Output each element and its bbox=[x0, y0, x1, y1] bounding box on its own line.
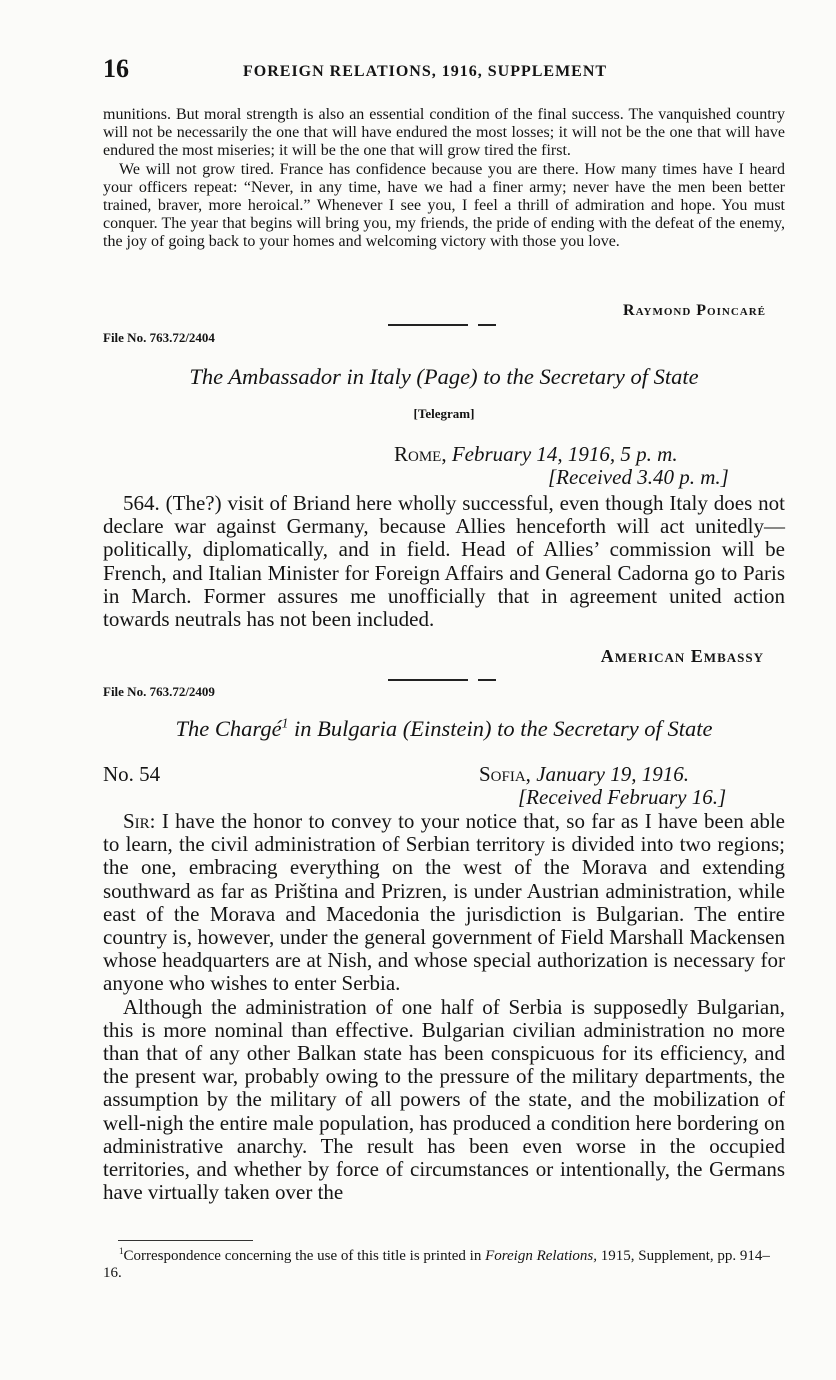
section-rule bbox=[478, 679, 496, 681]
received-note bbox=[548, 465, 729, 490]
dateline-place: Sofia, bbox=[479, 762, 531, 786]
footnote bbox=[103, 1248, 785, 1282]
signature-poincare: Raymond Poincaré bbox=[623, 302, 766, 319]
running-title: FOREIGN RELATIONS, 1916, SUPPLEMENT bbox=[243, 63, 608, 80]
paragraph bbox=[103, 810, 785, 996]
paragraph: 564. (The?) visit of Briand here wholly successful, even though Italy does not declare war against Germany, because Allies henceforth will act unitedly—politically, diplomatically, and in field. Head of Allies’ commission will be French, and Italian Minister for Foreign Affairs and General Cadorna go to Paris in March. Former assures me unofficially that in agreement united action towards neutrals has not been included. bbox=[103, 491, 785, 632]
footnote-rule bbox=[118, 1240, 253, 1241]
signature-embassy: American Embassy bbox=[600, 646, 764, 666]
page-number: 16 bbox=[103, 54, 129, 83]
section-rule bbox=[388, 679, 468, 681]
received-note bbox=[518, 785, 726, 810]
footnote-reference: 1 bbox=[281, 715, 289, 731]
document-number: No. 54 bbox=[103, 762, 161, 786]
title-end: in Bulgaria (Einstein) to the Secretary of State bbox=[293, 716, 713, 741]
telegram-body bbox=[103, 492, 785, 631]
file-number: File No. 763.72/2409 bbox=[103, 684, 215, 699]
dateline bbox=[479, 762, 689, 787]
paragraph: munitions. But moral strength is also an essential condition of the final success. The vanquished country will not be necessarily the one that will have endured the most losses; it will not be the one that will have endured the most miseries; it will be the one that will grow tired the first. bbox=[103, 106, 785, 160]
file-number: File No. 763.72/2404 bbox=[103, 330, 215, 345]
document-title bbox=[103, 716, 785, 742]
dateline-date: February 14, 1916, 5 p. m. bbox=[451, 442, 678, 466]
paragraph: Although the administration of one half of Serbia is supposedly Bulgarian, this is more nominal than effective. Bulgarian civilian administration no more than that of any other Balkan state has been conspicuous for its efficiency, and the present war, probably owing to the pressure of the military departments, the assumption by the military of all powers of the state, and the mobilization of well-nigh the entire male population, has produced a condition here bordering on administrative anarchy. The result has been even worse in the occupied territories, and whether by force of circumstances or intentionally, the Germans have virtually taken over the bbox=[103, 994, 785, 1205]
title-start: The Chargé bbox=[175, 716, 282, 741]
despatch-body bbox=[103, 810, 785, 1204]
previous-document-text bbox=[103, 106, 785, 252]
dateline bbox=[394, 442, 678, 467]
paragraph: We will not grow tired. France has confidence because you are there. How many times have I heard your officers repeat: “Never, in any time, have we had a finer army; never have the men been better trained, braver, more heroical.” Whenever I see you, I feel a thrill of admiration and hope. You must conquer. The year that begins will bring you, my friends, the pride of ending with the defeat of the enemy, the joy of going back to your homes and welcoming victory with those you love. bbox=[103, 160, 785, 251]
footnote-text bbox=[103, 1248, 785, 1282]
received-text: [Received February 16.] bbox=[518, 785, 727, 809]
paragraph-text: I have the honor to convey to your notice that, so far as I have been able to learn, the civil administration of Serbian territory is divided into two regions; the one, embracing everything on the west of the Morava and extending southward as far as Priština and Prizren, is under Austrian administration, while east of the Morava and Macedonia the jurisdiction is Bulgarian. The entire country is, however, under the general government of Field Marshall Mackensen whose headquarters are at Nish, and whose special authorization is necessary for anyone who wishes to enter Serbia. bbox=[103, 809, 786, 996]
section-rule bbox=[478, 324, 496, 326]
footnote-tail: 1915, Supplement, pp. 914–16. bbox=[103, 1248, 770, 1281]
telegram-label: [Telegram] bbox=[413, 406, 475, 421]
footnote-italic: Foreign Relations, bbox=[485, 1248, 598, 1264]
document-title: The Ambassador in Italy (Page) to the Secretary of State bbox=[189, 364, 699, 389]
received-text: [Received 3.40 p. m.] bbox=[548, 465, 729, 489]
dateline-date: January 19, 1916. bbox=[536, 762, 690, 786]
running-header bbox=[103, 54, 782, 84]
salutation: Sir: bbox=[123, 809, 156, 833]
footnote-marker: 1 bbox=[119, 1246, 124, 1256]
dateline-place: Rome, bbox=[394, 442, 447, 466]
footnote-body: Correspondence concerning the use of this title is printed in bbox=[123, 1248, 482, 1264]
section-rule bbox=[388, 324, 468, 326]
